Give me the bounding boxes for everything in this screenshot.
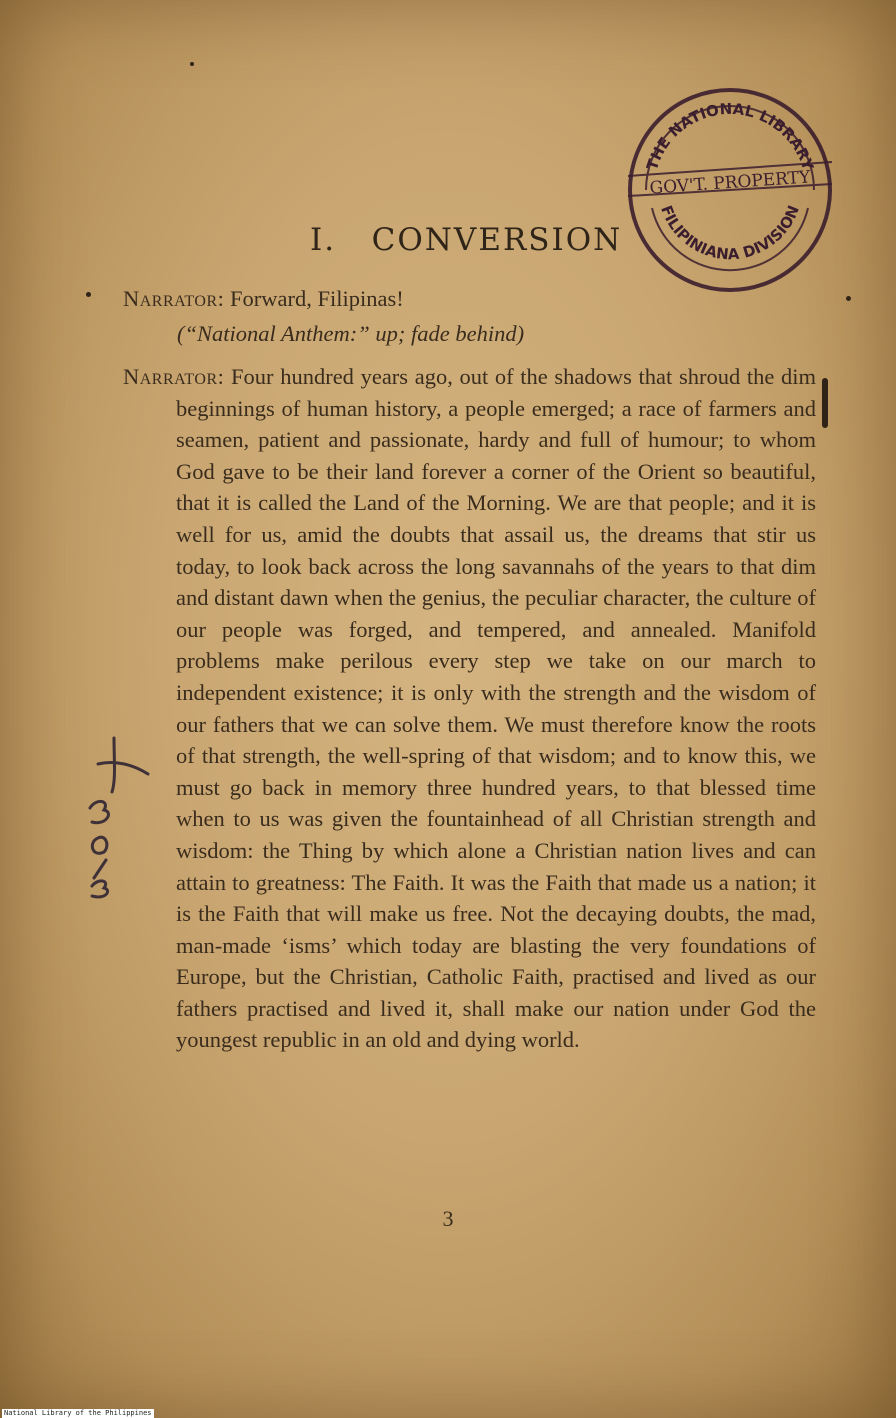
narrator-line-1 <box>123 283 768 315</box>
handwritten-note <box>84 730 154 900</box>
page-number: 3 <box>442 1206 454 1231</box>
ink-speck <box>846 296 851 301</box>
chapter-heading <box>310 222 622 258</box>
svg-text:FILIPINIANA DIVISION: FILIPINIANA DIVISION <box>657 202 803 264</box>
library-stamp <box>624 84 836 296</box>
chapter-number: I. <box>310 222 337 258</box>
chapter-title: CONVERSION <box>371 222 623 258</box>
stage-direction: (“National Anthem:” up; fade behind) <box>177 321 525 346</box>
ink-mark <box>822 378 828 428</box>
speaker-label: Narrator: <box>123 286 225 311</box>
narrator-line-2 <box>123 361 816 1056</box>
speaker-label: Narrator: <box>123 364 225 389</box>
svg-text:GOV'T. PROPERTY: GOV'T. PROPERTY <box>648 167 811 199</box>
ink-speck <box>190 62 194 66</box>
svg-text:THE NATIONAL LIBRARY: THE NATIONAL LIBRARY <box>642 99 818 173</box>
footer-credit: National Library of the Philippines <box>4 1409 152 1417</box>
ink-speck <box>86 292 91 297</box>
line-text: Four hundred years ago, out of the shadows that shroud the dim beginnings of human history, a people emerged; a race of farmers and seamen, patient and passionate, hardy and full of humour; to whom God gave to be their land forever a corner of the Orient so beautiful, that it is called the Land of the Morning. We are that people; and it is well for us, amid the doubts that assail us, the dreams that stir us today, to look back across the long savannahs of the years to that dim and distant dawn when the genius, the peculiar character, the culture of our people was forged, and tempered, and annealed. Manifold problems make perilous every step we take on our march to independent existence; it is only with the strength and the wisdom of our fathers that we can solve them. We must therefore know the roots of that strength, the well-spring of that wisdom; and to know this, we must go back in memory three hundred years, to that blessed time when to us was given the fountainhead of all Christian strength and wisdom: the Thing by which alone a Christian nation lives and can attain to greatness: The Faith. It was the Faith that made us a nation; it is the Faith that will make us free. Not the decaying doubts, the mad, man-made ‘isms’ which today are blasting the very foundations of Europe, but the Christian, Catholic Faith, practised and lived as our fathers practised and lived it, shall make our nation under God the youngest republic in an old and dying world. <box>176 364 816 1053</box>
line-text: Forward, Filipinas! <box>224 286 404 311</box>
